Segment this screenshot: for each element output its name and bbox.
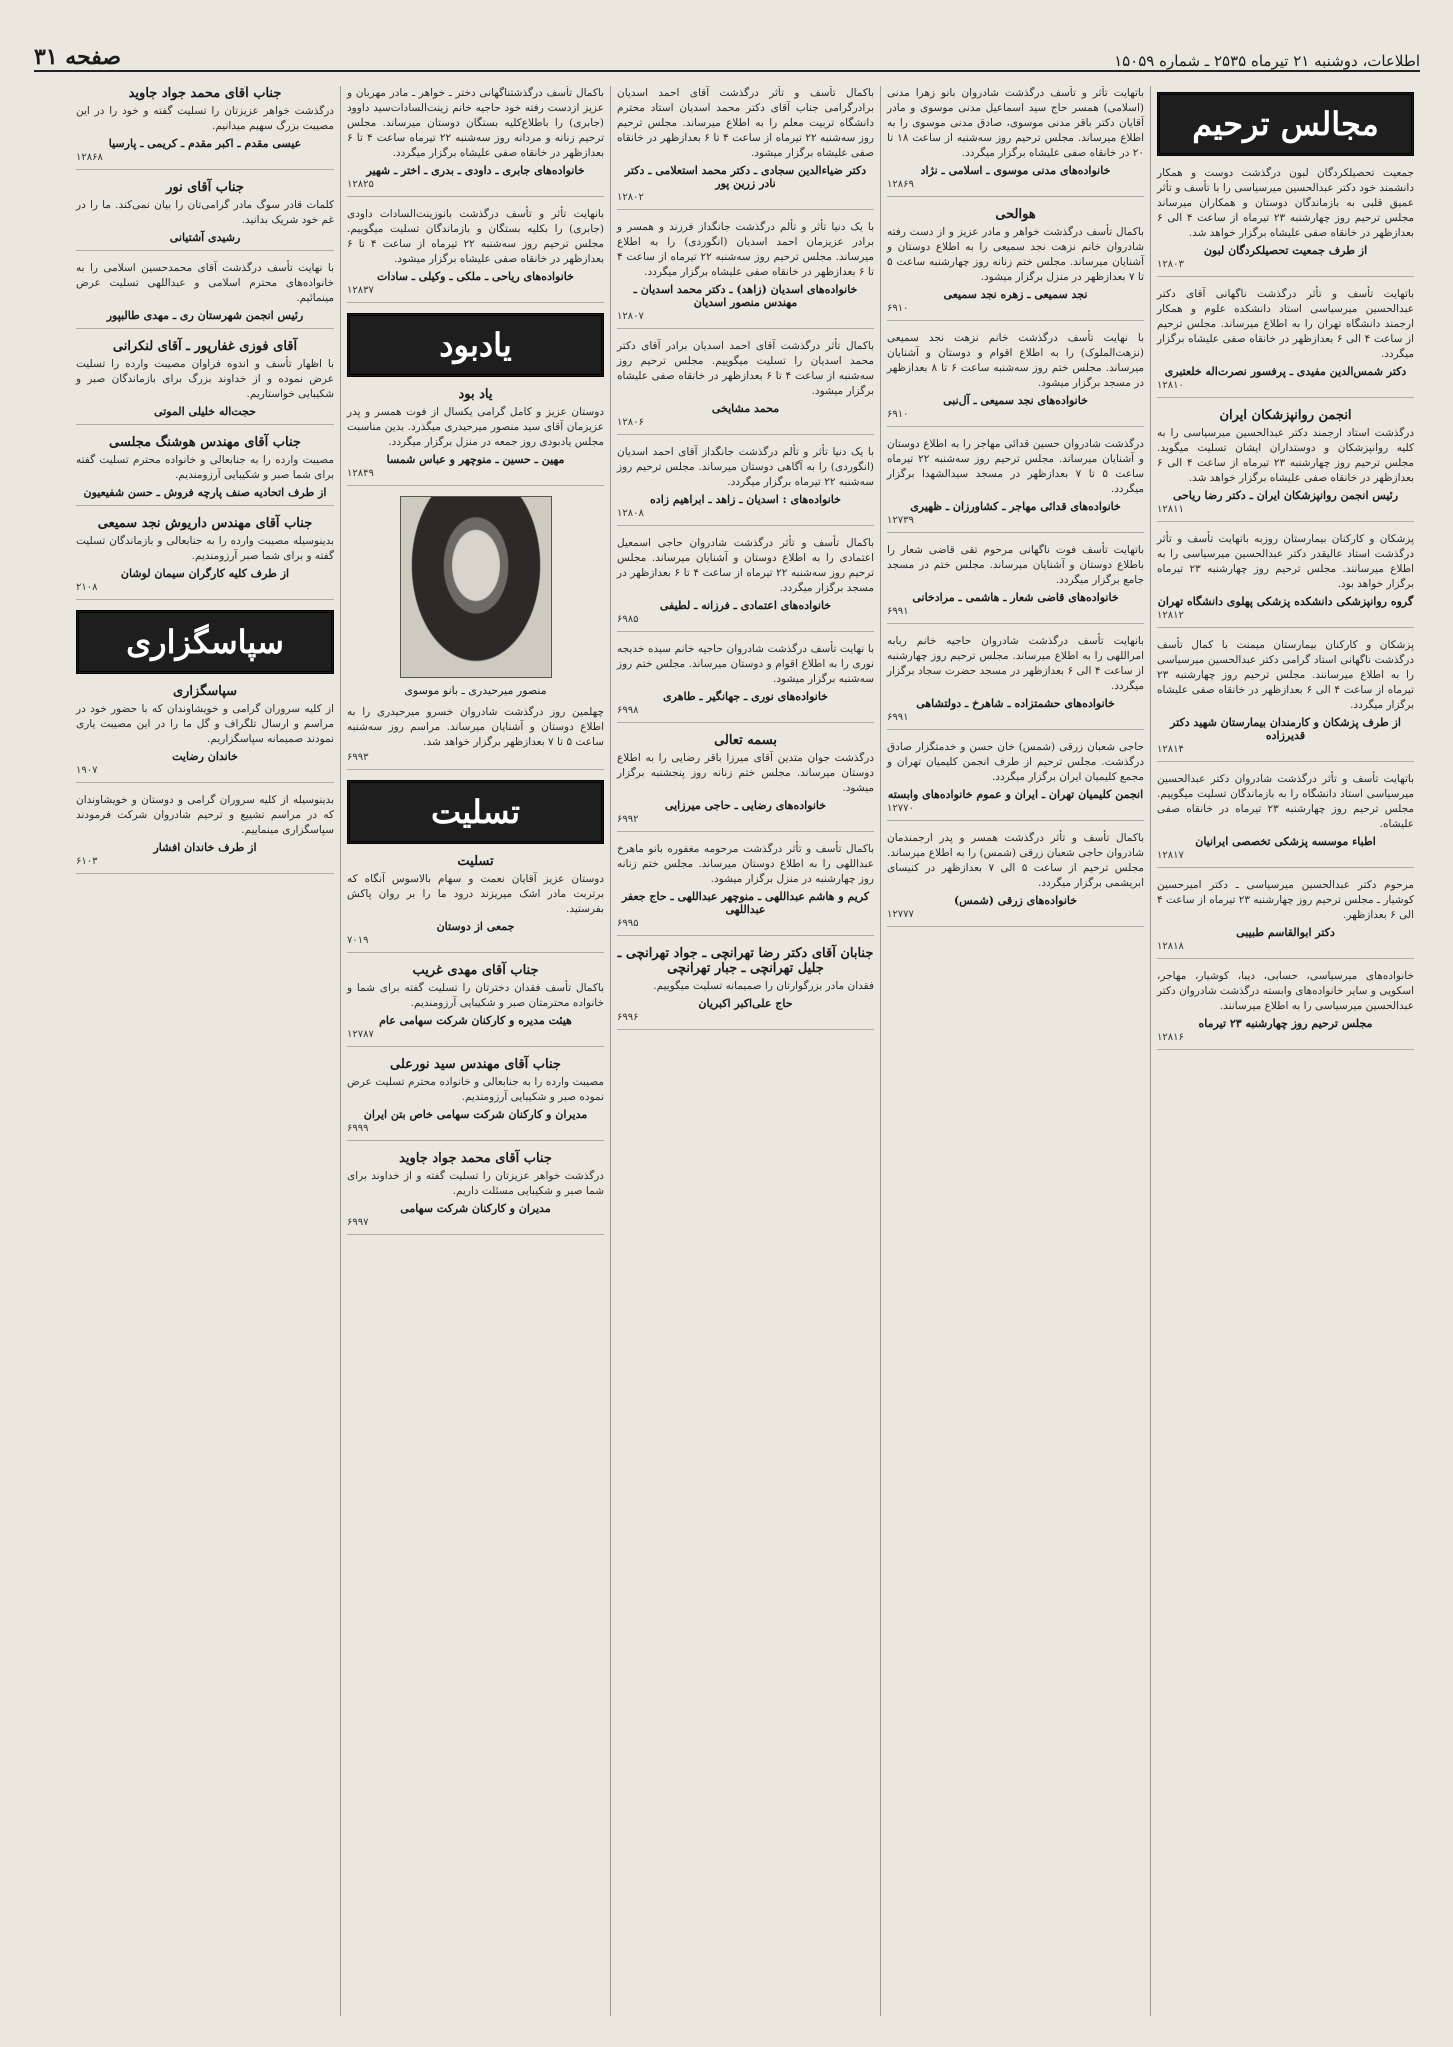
column-2: [880, 86, 1150, 2016]
notice-text: حاجی شعبان زرقی (شمس) خان حسن و خدمتگزار صادق درگذشت. مجلس ترحيم از طرف انجمن کليميان تهران و مجمع کليميان ايران برگزار ميگردد.: [887, 741, 1144, 783]
notice-title: جناب آقای نور: [166, 180, 244, 195]
notice-signature: خانواده‌های نجد سميعی ـ آل‌نبی: [943, 394, 1088, 407]
notice-code: ۱۲۸۱۸: [1157, 941, 1184, 952]
notice-text: باتهايت تأثر و تأسف درگذشت شادروان بانو زهرا مدنی (اسلامی) همسر حاج سيد اسماعيل مدنی موسوی و مادر آقايان دکتر باقر مدنی موسوی، صادق مدنی موسوی را به اطلاع ميرساند. مجلس ترحيم روز سه‌شنبه از ساعت ۱۸ تا ۲۰ در خانقاه صفی عليشاه برگزار ميگردد.: [887, 87, 1144, 159]
notice-signature: دکتر ضياءالدين سجادی ـ دکتر محمد استعلامی ـ دکتر نادر زرين پور: [624, 164, 867, 190]
notice-code: ۱۲۸۱۱: [1157, 504, 1184, 515]
banner-yadbood: يادبود: [347, 313, 604, 377]
notice-signature: حجت‌اله خليلی الموتی: [154, 405, 256, 418]
notice-code: ۶۹۹۱: [887, 606, 909, 617]
notice-signature: اطباء موسسه پزشکی تخصصی ايرانيان: [1195, 835, 1376, 848]
notice-code: ۶۹۹۶: [617, 1012, 639, 1023]
notice-code: ۱۲۸۲۵: [347, 179, 374, 190]
notice-text: بدينوسيله مصيبت وارده را به جنابعالی و بازماندگان تسليت گفته و برای شما صبر آرزومنديم.: [76, 535, 334, 562]
notice-title: جناب آقای مهدی غريب: [412, 963, 539, 978]
notice-title: ياد بود: [458, 387, 493, 402]
notice: [76, 339, 334, 425]
issue-info: اطلاعات، دوشنبه ۲۱ تیرماه ۲۵۳۵ ـ شماره ۱۵۰۵۹: [1114, 52, 1420, 70]
notice-text: با نهايت تأسف درگذشت آقای محمدحسين اسلامی را به خانواده‌های محترم اسلامی و عبداللهی تسليت عرض مينمائيم.: [76, 262, 334, 304]
notice-signature: حاج علی‌اکبر اکبريان: [698, 997, 793, 1010]
notice-code: ۶۱۰۳: [76, 856, 98, 867]
page-header: [34, 40, 1420, 72]
notice-signature: مهين ـ حسين ـ منوچهر و عباس شمسا: [386, 453, 565, 466]
notice-text: با يک دنيا تأثر و تألم درگذشت جانگداز آقای احمد اسديان (انگوردی) را به آگاهی دوستان ميرساند. مجلس ترحيم روز سه‌شنبه ۲۲ تيرماه برگزار ميگردد.: [617, 446, 874, 488]
notice-code: ۶۹۹۷: [347, 1217, 369, 1228]
notice-title: جناب آقای مهندس هوشنگ مجلسی: [109, 435, 301, 450]
column-1: [1150, 86, 1420, 2016]
notice: [1157, 287, 1414, 398]
notice: [617, 86, 874, 210]
page-number: صفحه ۳۱: [34, 44, 122, 70]
notice-text: خانواده‌های ميرسياسی، حسابی، ديبا، کوشيار، مهاجر، اسکويی و ساير خانواده‌های وابسته درگذشت شادروان دکتر عبدالحسين ميرسياسی را به اطلاع ميرسانند.: [1157, 970, 1414, 1012]
notice: [887, 831, 1144, 927]
columns: [34, 86, 1420, 2016]
notice-signature: خانواده‌های اسديان (زاهد) ـ دکتر محمد اسديان ـ مهندس منصور اسديان: [633, 283, 858, 309]
notice-signature: خانواده‌های اعتمادی ـ فرزانه ـ لطيفی: [659, 599, 832, 612]
banner-sepas: سپاسگزاری: [76, 610, 334, 674]
notice-text: چهلمين روز درگذشت شادروان خسرو ميرحيدری را به اطلاع دوستان و آشنايان ميرساند. مراسم روز سه‌شنبه ساعت ۵ تا ۷ بعدازظهر برگزار خواهد شد.: [347, 706, 604, 748]
notice-signature: رئيس انجمن روانپزشکان ايران ـ دکتر رضا رياحی: [1172, 489, 1399, 502]
notice-signature: مديران و کارکنان شرکت سهامی خاص بتن ايران: [363, 1108, 588, 1121]
notice-signature: خانواده‌های زرقی (شمس): [953, 894, 1078, 907]
notice: [617, 536, 874, 632]
notice: [347, 1057, 604, 1141]
notice: [76, 435, 334, 506]
notice: [347, 963, 604, 1047]
notice-text: درگذشت خواهر عزيزتان را تسليت گفته و از خداوند برای شما صبر و شکيبايی مسئلت داريم.: [347, 1170, 604, 1197]
notice-code: ۱۲۸۱۰: [1157, 380, 1184, 391]
notice-text: پزشکان و کارکنان بيمارستان ميمنت با کمال تأسف درگذشت ناگهانی استاد گرامی دکتر عبدالحسين ميرسياسی را به اطلاع ميرسانند. مجلس ترحيم روز چهارشنبه ۲۳ تيرماه از ساعت ۴ الی ۶ بعدازظهر در خانقاه صفی عليشاه برگزار ميگردد.: [1157, 639, 1414, 711]
notice-signature: دکتر ابوالقاسم طبيبی: [1236, 926, 1335, 939]
notice-text: جمعيت تحصيلکردگان لبون درگذشت دوست و همکار دانشمند خود دکتر عبدالحسين ميرسياسی را با تأسف و تأثر عميق قلبی به بازماندگان دوستان و همکاران ميرساند مجلس ترحيم روز چهارشنبه ۲۳ تيرماه از ساعت ۴ الی ۶ بعدازظهر در خانقاه صفی عليشاه برگزار خواهد شد.: [1157, 167, 1414, 239]
notice-title: سپاسگزاری: [172, 684, 238, 699]
column-5: [70, 86, 340, 2016]
notice-signature: رئيس انجمن شهرستان ری ـ مهدی طالبپور: [106, 309, 304, 322]
notice-code: ۶۹۱۰: [887, 303, 909, 314]
notice-code: ۶۹۹۸: [617, 705, 639, 716]
notice: [76, 86, 334, 170]
notice-text: پزشکان و کارکنان بيمارستان روزبه باتهايت تأسف و تأثر درگذشت استاد عاليقدر دکتر عبدالحسين ميرسياسی را به اطلاع ميرسانند. مجلس ترحيم روز چهارشنبه ۲۳ تيرماه برگزار خواهد بود.: [1157, 533, 1415, 590]
notice-text: کلمات قادر سوگ مادر گرامی‌تان را بيان نمی‌کند. ما را در غم خود شريک بدانيد.: [76, 199, 334, 226]
notice-signature: محمد مشايخی: [711, 402, 780, 415]
banner-majales: مجالس ترحيم: [1157, 92, 1414, 156]
notice-code: ۱۲۸۰۲: [617, 192, 644, 203]
notice-code: ۶۹۱۰: [887, 409, 909, 420]
notice: [347, 86, 604, 197]
notice-text: باتهايت تأسف فوت ناگهانی مرحوم تقی قاضی شعار را باطلاع دوستان و آشنايان ميرساند. مجلس ختم در مسجد جامع برگزار ميگردد.: [887, 544, 1144, 586]
notice-text: باکمال تأسف و تأثر درگذشت شادروان حاجی اسمعيل اعتمادی را به اطلاع دوستان و آشنايان ميرساند. مجلس ترحيم روز سه‌شنبه ۲۲ تيرماه از ساعت ۴ تا ۶ بعدازظهر در مسجد برگزار ميگردد.: [617, 537, 875, 594]
notice-signature: عيسی مقدم ـ اکبر مقدم ـ کريمی ـ پارسيا: [108, 137, 302, 150]
notice-text: باکمال تأسف فقدان دخترتان را تسليت گفته برای شما و خانواده محترمتان صبر و شکيبايی آرزومنديم.: [347, 982, 604, 1009]
notice: [887, 634, 1144, 730]
notice-signature: خانواده‌های مدنی موسوی ـ اسلامی ـ نژاد: [920, 164, 1111, 177]
notice-signature: خانواده‌های جابری ـ داودی ـ بدری ـ اختر ـ شهير: [366, 164, 585, 177]
notice-code: ۱۲۸۱۲: [1157, 610, 1184, 621]
notice-code: ۱۲۷۷۰: [887, 803, 914, 814]
notice: [1157, 532, 1414, 628]
notice-signature: کريم و هاشم عبداللهی ـ منوچهر عبداللهی ـ حاج جعفر عبداللهی: [621, 890, 870, 916]
notice-signature: دکتر شمس‌الدين مفيدی ـ پرفسور نصرت‌اله خلعتبری: [1164, 365, 1407, 378]
photo-caption: منصور ميرحيدری ـ بانو موسوی: [404, 684, 547, 697]
banner-taslit: تسليت: [347, 780, 604, 844]
notice-signature: از طرف اتحاديه صنف پارچه فروش ـ حسن شفيعيون: [83, 486, 327, 499]
notice-text: باتهايت تأسف و تأثر درگذشت ناگهانی آقای دکتر عبدالحسين ميرسياسی استاد دانشکده علوم و همکار ارجمند دانشگاه تهران را به اطلاع ميرساند. مجلس ترحيم از ساعت ۴ الی ۶ بعدازظهر در خانقاه صفی عليشاه برگزار ميگردد.: [1157, 288, 1414, 360]
notice-text: بدينوسيله از کليه سروران گرامی و دوستان و خويشاوندان که در مراسم تشييع و ترحيم شادروان شرکت فرمودند سپاسگزاری مينماييم.: [76, 794, 334, 836]
notice: [617, 339, 874, 435]
notice-title: جناب آقای محمد جواد جاويد: [399, 1151, 552, 1166]
notice: [1157, 638, 1414, 762]
notice-text: باکمال تأسف و تأثر درگذشت مرحومه مغفوره بانو ماهرخ عبداللهی را به اطلاع دوستان ميرساند. مجلس ختم زنانه روز چهارشنبه در منزل برگزار ميشود.: [617, 843, 874, 885]
notice-text: مرحوم دکتر عبدالحسين ميرسياسی ـ دکتر اميرحسين کوشيار ـ مجلس ترحيم روز چهارشنبه ۲۳ تيرماه از ساعت ۴ الی ۶ بعدازظهر.: [1156, 879, 1414, 921]
notice: [1157, 408, 1414, 522]
notice-code: ۱۲۸۰۳: [1157, 259, 1184, 270]
notice-code: ۱۲۷۷۷: [887, 909, 914, 920]
notice-text: با اظهار تأسف و اندوه فراوان مصيبت وارده را تسليت عرض نموده و از خداوند بزرگ برای بازماندگان صبر و شکيبايی خواستاريم.: [76, 358, 334, 400]
notice-text: باتهايت تأسف و تأثر درگذشت شادروان دکتر عبدالحسين ميرسياسی استاد دانشگاه را به بازماندگان تسليت ميگوييم. مجلس ترحيم روز چهارشنبه ۲۳ تيرماه در خانقاه صفی عليشاه.: [1157, 773, 1414, 830]
notice-text: باکمال تأسف درگذشت خواهر و مادر عزيز و از دست رفته شادروان خانم نزهت نجد سميعی را به اطلاع دوستان و آشنايان ميرساند. مجلس ختم زنانه روز چهارشنبه ساعت ۵ تا ۷ بعدازظهر در منزل برگزار ميشود.: [887, 226, 1144, 283]
notice-signature: خانواده‌های قاضی شعار ـ هاشمی ـ مرادخانی: [912, 591, 1119, 604]
notice-code: ۱۲۸۱۶: [1157, 1032, 1184, 1043]
notice-title: بسمه تعالی: [714, 733, 777, 748]
notice: [887, 543, 1144, 624]
notice-signature: خانواده‌های رياحی ـ ملکی ـ وکيلی ـ سادات: [377, 270, 574, 283]
notice: [887, 331, 1144, 427]
notice-code: ۶۹۹۹: [347, 1123, 369, 1134]
notice-signature: از طرف خاندان افشار: [153, 841, 257, 854]
notice-signature: رشيدی آشتيانی: [169, 231, 241, 244]
notice-text: بانهايت تأثر و تأسف درگذشت بانوزينت‌السادات داودی (جابری) را بکليه بستگان و بازماندگان تسليت ميگوييم. مجلس ترحيم روز سه‌شنبه ۲۲ تيرماه از ساعت ۴ تا ۶ بعدازظهر در خانقاه صفی عليشاه برگزار ميشود.: [347, 208, 605, 265]
notice-text: درگذشت استاد ارجمند دکتر عبدالحسين ميرسياسی را به کليه روانپزشکان و دوستداران ايشان تسليت ميگويد. مجلس ترحيم روز چهارشنبه ۲۳ تيرماه از ساعت ۴ الی ۶ بعدازظهر در خانقاه صفی عليشاه برگزار خواهد شد.: [1157, 427, 1414, 484]
notice-code: ۶۹۹۲: [617, 814, 639, 825]
notice: [347, 1151, 604, 1235]
notice-text: باکمال تأسف درگذشتناگهانی دختر ـ خواهر ـ مادر مهربان و عزيز ازدست رفته خود حاجيه خانم زينت‌السادات‌سيد داوود (جابری) را باطلاع‌کليه بستگان دوستان ميرساند. مجلس ترحيم زنانه و مردانه روز سه‌شنبه ۲۲ تيرماه ساعت ۴ تا ۶ بعدازظهر در خانقاه صفی عليشاه برگزار ميگردد.: [347, 87, 605, 159]
notice: [617, 946, 874, 1030]
notice: [76, 684, 334, 783]
notice-signature: از طرف جمعيت تحصيلکردگان لبون: [1203, 244, 1368, 257]
notice-text: بانهايت تأسف درگذشت شادروان حاجيه خانم ربابه امراللهی را به اطلاع ميرساند. مجلس ترحيم روز چهارشنبه از ساعت ۴ الی ۶ بعدازظهر در مسجد حضرت سجاد برگزار ميگردد.: [887, 635, 1144, 692]
notice-text: مصيبت وارده را به جنابعالی و خانواده محترم تسليت عرض نموده صبر و شکيبايی آرزومنديم.: [347, 1076, 604, 1103]
notice: [347, 207, 604, 303]
notice: [76, 261, 334, 329]
notice-signature: هيئت مديره و کارکنان شرکت سهامی عام: [379, 1014, 572, 1027]
notice: [1157, 772, 1414, 868]
notice: [887, 207, 1144, 321]
notice-code: ۱۲۸۰۷: [617, 311, 644, 322]
notice-code: ۱۲۸۶۹: [887, 179, 914, 190]
notice-text: فقدان مادر بزرگوارتان را صميمانه تسليت ميگوييم.: [653, 980, 874, 992]
notice: [617, 733, 874, 832]
notice-signature: نجد سميعی ـ زهره نجد سميعی: [943, 288, 1088, 301]
notice: [887, 740, 1144, 821]
notice-text: درگذشت جوان متدين آقای ميرزا باقر رضايی را به اطلاع دوستان ميرساند. مجلس ختم زنانه روز پنجشنبه برگزار ميشود.: [617, 752, 874, 794]
notice: [887, 86, 1144, 197]
notice: [1157, 166, 1414, 277]
notice-text: دوستان عزيز آقايان نعمت و سهام بالاسوس آنگاه که برتربت مادر اشک ميريزند درود ما را بر روان پاکش بفرستيد.: [347, 873, 604, 915]
notice-text: باکمال تأثر درگذشت آقای احمد اسديان برادر آقای دکتر محمد اسديان را تسليت ميگوييم. مجلس ترحيم روز سه‌شنبه از ساعت ۴ تا ۶ بعدازظهر در خانقاه صفی عليشاه برگزار ميشود.: [617, 340, 875, 397]
notice: [347, 387, 604, 486]
notice-code: ۱۲۸۳۷: [347, 285, 374, 296]
notice: [1157, 969, 1414, 1050]
notice-signature: خانواده‌های نوری ـ جهانگير ـ طاهری: [663, 690, 828, 703]
notice-title: هوالحی: [995, 207, 1036, 222]
notice-signature: خانواده‌های : اسديان ـ زاهد ـ ابراهيم زاده: [650, 493, 841, 506]
notice-title: آقای فوزی غفارپور ـ آقای لنکرانی: [112, 339, 298, 354]
notice-code: ۶۹۹۳: [347, 752, 369, 763]
notice-title: جنابان آقای دکتر رضا تهرانچی ـ جواد تهرانچی ـ جليل تهرانچی ـ جبار تهرانچی: [617, 946, 874, 976]
notice-text: درگذشت خواهر عزيزتان را تسليت گفته و خود را در اين مصيبت بزرگ سهيم ميدانيم.: [76, 105, 334, 132]
notice-title: جناب آقای مهندس داريوش نجد سميعی: [97, 516, 313, 531]
notice-signature: خانواده‌های رضايی ـ حاجی ميرزايی: [664, 799, 827, 812]
column-3: [610, 86, 880, 2016]
notice-title: انجمن روانپزشکان ايران: [1219, 408, 1352, 423]
notice-signature: خانواده‌های حشمتزاده ـ شاهرخ ـ دولتشاهی: [916, 697, 1115, 710]
notice-code: ۱۲۷۳۹: [887, 515, 914, 526]
notice: [1157, 878, 1414, 959]
notice: [347, 854, 604, 953]
notice-code: ۱۲۸۰۶: [617, 417, 644, 428]
notice-code: ۶۹۹۵: [617, 918, 639, 929]
notice: [347, 496, 604, 770]
notice: [617, 445, 874, 526]
notice-code: ۱۹۰۷: [76, 765, 98, 776]
notice-text: با يک دنيا تأثر و تألم درگذشت جانگداز فرزند و همسر و برادر عزيزمان احمد اسديان (انگوردی) را به اطلاع ميرساند. مجلس ترحيم روز سه‌شنبه ۲۲ تيرماه از ساعت ۴ تا ۶ بعدازظهر در خانقاه صفی عليشاه برگزار ميگردد.: [617, 221, 874, 278]
notice-code: ۱۲۸۴۹: [347, 468, 374, 479]
portrait-photo: [400, 496, 552, 678]
notice: [76, 516, 334, 600]
notice-text: مصيبت وارده را به جنابعالی و خانواده محترم تسليت گفته برای شما صبر و شکيبايی آرزومنديم.: [76, 454, 334, 481]
notice-signature: از طرف پزشکان و کارمندان بيمارستان شهيد دکتر قديرزاده: [1170, 716, 1401, 742]
notice-text: درگذشت شادروان حسين قدائی مهاجر را به اطلاع دوستان و آشنايان ميرساند. مجلس ترحيم روز سه‌شنبه ۲۲ تيرماه ساعت ۵ تا ۷ بعدازظهر در مسجد سيدالشهدا برگزار ميگردد.: [887, 438, 1144, 495]
notice-title: جناب آقای مهندس سيد نورعلی: [390, 1057, 561, 1072]
notice-signature: گروه روانپزشکی دانشکده پزشکی پهلوی دانشگاه تهران: [1157, 595, 1414, 608]
notice-code: ۷۰۱۹: [347, 935, 369, 946]
notice: [617, 220, 874, 329]
notice-code: ۱۲۸۰۸: [617, 508, 644, 519]
notice: [887, 437, 1144, 533]
notice-title: تسليت: [457, 854, 494, 869]
notice-signature: انجمن کليميان تهران ـ ايران و عموم خانواده‌های وابسته: [887, 788, 1144, 801]
notice-signature: مجلس ترحيم روز چهارشنبه ۲۳ تيرماه: [1198, 1017, 1373, 1030]
notice-signature: از طرف کليه کارگران سيمان لوشان: [120, 567, 290, 580]
notice-signature: جمعی از دوستان: [436, 920, 515, 933]
notice-code: ۶۹۹۱: [887, 712, 909, 723]
column-4: [340, 86, 610, 2016]
notice-code: ۶۹۸۵: [617, 614, 639, 625]
notice-text: باکمال تأسف و تأثر درگذشت همسر و پدر ارجمندمان شادروان حاجی شعبان زرقی (شمس) را به اطلاع ميرساند. مجلس ترحيم از ساعت ۵ الی ۷ بعدازظهر در کنيسای ابريشمی برگزار ميگردد.: [887, 832, 1145, 889]
notice-code: ۱۲۸۶۸: [76, 152, 103, 163]
notice-text: با نهايت تأسف درگذشت خانم نزهت نجد سميعی (نزهت‌الملوک) را به اطلاع اقوام و دوستان و آشنايان ميرساند. مجلس ختم روز سه‌شنبه ساعت ۶ تا ۸ بعدازظهر در مسجد برگزار ميشود.: [887, 332, 1144, 389]
notice: [617, 842, 874, 936]
notice: [76, 793, 334, 874]
notice-signature: خاندان رضايت: [172, 750, 238, 763]
notice-code: ۱۲۷۸۷: [347, 1029, 374, 1040]
notice-signature: مديران و کارکنان شرکت سهامی: [400, 1202, 551, 1215]
notice-text: از کليه سروران گرامی و خويشاوندان که با حضور خود در مراسم و ارسال تلگراف و گل ما را در اين مصيبت ياری نمودند صميمانه سپاسگزاريم.: [76, 703, 334, 745]
notice-signature: خانواده‌های قدائی مهاجر ـ کشاورزان ـ ظهيری: [910, 500, 1121, 513]
notice: [617, 642, 874, 723]
notice-title: جناب آقای محمد جواد جاويد: [128, 86, 282, 101]
notice-text: با نهايت تأسف درگذشت شادروان حاجيه خانم سيده خديجه نوری را به اطلاع اقوام و دوستان ميرساند. مجلس ختم روز سه‌شنبه برگزار ميشود.: [617, 643, 874, 685]
notice-code: ۲۱۰۸: [76, 582, 98, 593]
notice-text: دوستان عزيز و کامل گرامی يکسال از فوت همسر و پدر عزيزمان آقای سيد منصور ميرحيدری ميگذرد. بدين مناسبت مجلس يادبودی روز جمعه در منزل برگزار ميگردد.: [347, 406, 604, 448]
notice-text: باکمال تأسف و تأثر درگذشت آقای احمد اسديان برادرگرامی جناب آقای دکتر محمد اسديان استاد محترم دانشگاه تربيت معلم را به اطلاع ميرساند. مجلس ترحيم روز سه‌شنبه ۲۲ تيرماه از ساعت ۴ تا ۶ بعدازظهر در خانقاه صفی عليشاه برگزار ميشود.: [617, 87, 874, 159]
notice: [76, 180, 334, 251]
notice-code: ۱۲۸۱۷: [1157, 850, 1184, 861]
notice-code: ۱۲۸۱۴: [1157, 744, 1184, 755]
